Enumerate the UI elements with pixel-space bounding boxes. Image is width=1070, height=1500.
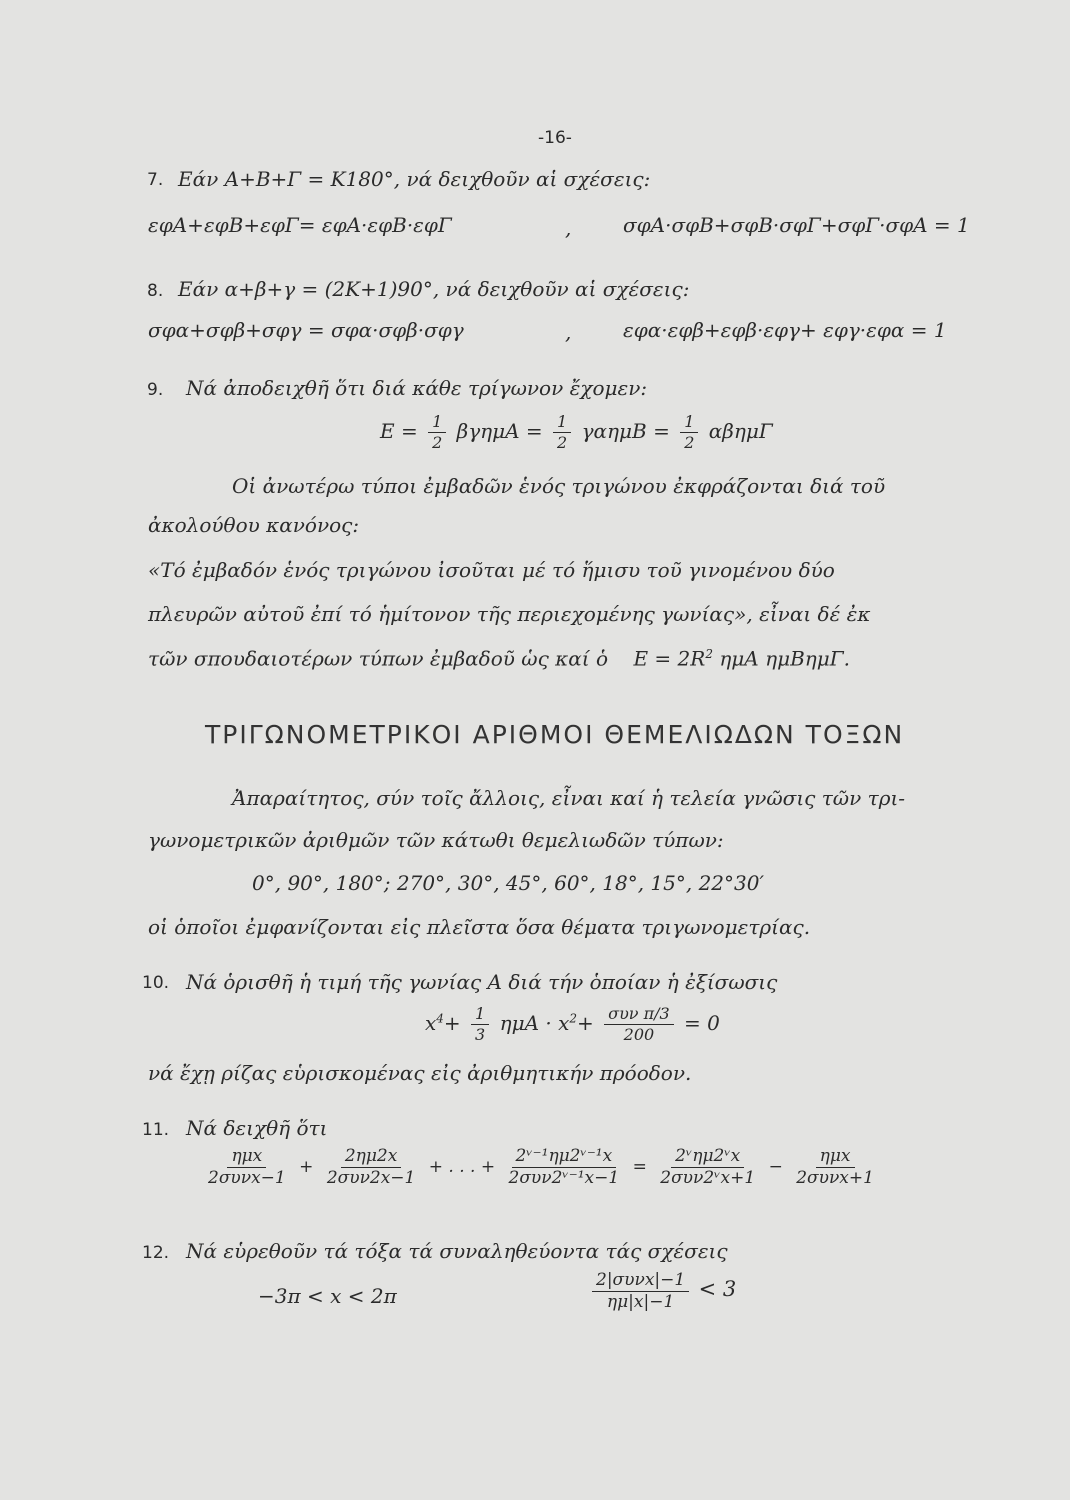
eq-sine-term: ημΑ · x bbox=[499, 1011, 570, 1035]
abs-fraction bbox=[592, 1272, 689, 1311]
numerator: 2ημ2x bbox=[341, 1148, 401, 1168]
numerator: 1 bbox=[428, 414, 446, 433]
section-heading: ΤΡΙΓΩΝΟΜΕΤΡΙΚΟΙ ΑΡΙΘΜΟΙ ΘΕΜΕΛΙΩΔΩΝ ΤΟΞΩΝ bbox=[205, 720, 905, 749]
ex12-inequality-2 bbox=[588, 1272, 736, 1311]
half-fraction bbox=[428, 414, 446, 451]
numerator: ημx bbox=[227, 1148, 266, 1168]
denominator: 3 bbox=[475, 1025, 486, 1044]
denominator: 2συνx+1 bbox=[796, 1168, 874, 1188]
section-line-3: οἱ ὁποῖοι ἐμφανίζονται εἰς πλεῖστα ὅσα θέματα τριγωνομετρίας. bbox=[148, 915, 811, 939]
half-fraction bbox=[553, 414, 571, 451]
numerator: ημx bbox=[816, 1148, 855, 1168]
ex11-number: 11. bbox=[142, 1120, 170, 1140]
ex10-number: 10. bbox=[142, 973, 170, 993]
ex9-statement: Νά ἀποδειχθῆ ὅτι διά κάθε τρίγωνον ἔχομεν: bbox=[186, 376, 648, 400]
denominator: 2 bbox=[684, 433, 695, 452]
page-number: -16- bbox=[538, 128, 572, 148]
ex10-line-2: νά ἔχῃ ρίζας εὑρισκομένας εἰς ἀριθμητικήν πρόοδον. bbox=[148, 1061, 692, 1085]
denominator: 2 bbox=[432, 433, 443, 452]
ex9-term-2: γαημΒ = bbox=[581, 419, 670, 443]
ex10-equation bbox=[425, 1006, 720, 1043]
numerator: 1 bbox=[553, 414, 571, 433]
ex8-relation-1: σφα+σφβ+σφγ = σφα·σφβ·σφγ bbox=[148, 318, 464, 342]
section-line-1: Ἀπαραίτητος, σύν τοῖς ἄλλοις, εἶναι καί ἡ τελεία γνῶσις τῶν τρι- bbox=[232, 786, 906, 810]
numerator: 1 bbox=[471, 1006, 489, 1025]
paragraph-line-5 bbox=[148, 648, 850, 669]
third-fraction bbox=[471, 1006, 489, 1043]
ex12-number: 12. bbox=[142, 1243, 170, 1263]
exponent-4: 4 bbox=[436, 1011, 444, 1026]
section-line-2: γωνομετρικῶν ἀριθμῶν τῶν κάτωθι θεμελιωδῶν τύπων: bbox=[148, 828, 724, 852]
ex9-number: 9. bbox=[147, 380, 164, 400]
exponent-2: 2 bbox=[569, 1011, 578, 1026]
square-exponent: 2 bbox=[705, 647, 713, 661]
denominator: 2συν2ᵛ⁻¹x−1 bbox=[508, 1168, 620, 1188]
eq-end: = 0 bbox=[684, 1011, 720, 1035]
paragraph-line-1: Οἱ ἀνωτέρω τύποι ἐμβαδῶν ἑνός τριγώνου ἐκφράζονται διά τοῦ bbox=[232, 474, 886, 498]
numerator: 1 bbox=[680, 414, 698, 433]
paragraph-line-2: ἀκολούθου κανόνος: bbox=[148, 513, 360, 537]
ex8-separator: , bbox=[565, 320, 572, 344]
denominator: 2συν2x−1 bbox=[326, 1168, 416, 1188]
ex7-separator: , bbox=[565, 216, 572, 240]
half-fraction bbox=[680, 414, 698, 451]
result-fraction-1 bbox=[656, 1148, 759, 1187]
paragraph-line-4: πλευρῶν αὐτοῦ ἐπί τό ἡμίτονον τῆς περιεχομένης γωνίας», εἶναι δέ ἐκ bbox=[148, 602, 871, 626]
minus-sign: − bbox=[768, 1157, 783, 1177]
ex11-identity bbox=[200, 1148, 882, 1187]
ex8-relation-2: εφα·εφβ+εφβ·εφγ+ εφγ·εφα = 1 bbox=[623, 318, 947, 342]
ex10-statement: Νά ὁρισθῆ ἡ τιμή τῆς γωνίας Α διά τήν ὁποίαν ἡ ἐξίσωσις bbox=[186, 970, 778, 994]
numerator: συν π/3 bbox=[604, 1006, 674, 1025]
ex7-relation-2: σφΑ·σφΒ+σφΒ·σφΓ+σφΓ·σφΑ = 1 bbox=[623, 213, 970, 237]
paragraph-line-5-text: τῶν σπουδαιοτέρων τύπων ἐμβαδοῦ ὡς καί ὁ bbox=[148, 646, 609, 671]
plus-sign: + bbox=[299, 1157, 314, 1177]
equals-sign: = bbox=[632, 1157, 647, 1177]
ex9-lhs: E = bbox=[380, 419, 418, 443]
denominator: 2συν2ᵛx+1 bbox=[660, 1168, 756, 1188]
area-formula-r: E = 2R bbox=[633, 646, 706, 671]
denominator: 200 bbox=[623, 1025, 655, 1044]
ellipsis: + . . . + bbox=[428, 1157, 496, 1177]
ex12-statement: Νά εὑρεθοῦν τά τόξα τά συναληθεύοντα τάς σχέσεις bbox=[186, 1239, 728, 1263]
less-than-3: < 3 bbox=[698, 1277, 737, 1301]
denominator: 2συνx−1 bbox=[208, 1168, 286, 1188]
plus-sign: + bbox=[577, 1011, 594, 1035]
ex12-inequality-1: −3π < x < 2π bbox=[258, 1284, 397, 1308]
ex7-number: 7. bbox=[147, 170, 164, 190]
result-fraction-2 bbox=[792, 1148, 878, 1187]
ex9-term-1: βγημΑ = bbox=[456, 419, 543, 443]
ex9-area-formula bbox=[380, 414, 773, 451]
denominator: ημ|x|−1 bbox=[606, 1292, 675, 1312]
cosine-fraction bbox=[604, 1006, 674, 1043]
term-n-fraction bbox=[505, 1148, 624, 1187]
ex8-number: 8. bbox=[147, 281, 164, 301]
ex11-statement: Νά δειχθῆ ὅτι bbox=[186, 1116, 328, 1140]
eq-x: x bbox=[425, 1011, 437, 1035]
ex7-statement: Εάν Α+Β+Γ = Κ180°, νά δειχθοῦν αἱ σχέσεις: bbox=[178, 167, 651, 191]
fundamental-angles: 0°, 90°, 180°; 270°, 30°, 45°, 60°, 18°, 15°, 22°30′ bbox=[252, 871, 765, 895]
plus-sign: + bbox=[443, 1011, 461, 1035]
ex8-statement: Εάν α+β+γ = (2Κ+1)90°, νά δειχθοῦν αἱ σχέσεις: bbox=[178, 277, 690, 301]
paragraph-line-3: «Τό ἐμβαδόν ἑνός τριγώνου ἰσοῦται μέ τό ἥμισυ τοῦ γινομένου δύο bbox=[148, 558, 835, 582]
denominator: 2 bbox=[557, 433, 568, 452]
ex7-relation-1: εφΑ+εφΒ+εφΓ= εφΑ·εφΒ·εφΓ bbox=[148, 213, 452, 237]
ex9-term-3: αβημΓ bbox=[708, 419, 773, 443]
area-formula-sines: ημΑ ημΒημΓ. bbox=[719, 646, 850, 671]
numerator: 2ᵛ⁻¹ημ2ᵛ⁻¹x bbox=[512, 1148, 617, 1168]
term-1-fraction bbox=[204, 1148, 290, 1187]
numerator: 2|συνx|−1 bbox=[592, 1272, 689, 1292]
term-2-fraction bbox=[323, 1148, 420, 1187]
numerator: 2ᵛημ2ᵛx bbox=[671, 1148, 744, 1168]
